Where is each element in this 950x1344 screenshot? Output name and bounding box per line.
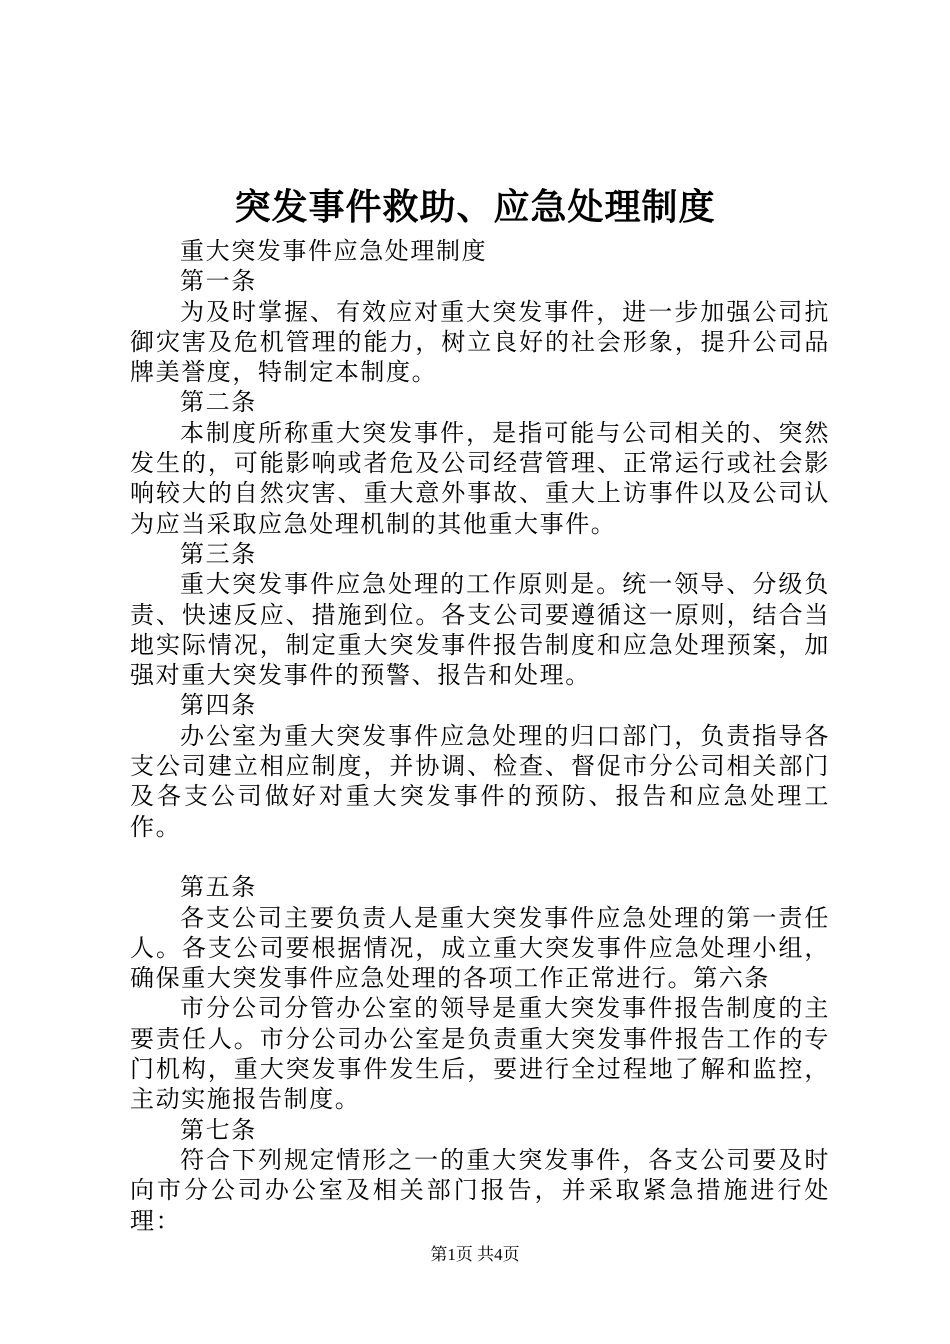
blank-line: [130, 842, 830, 872]
article-heading: 第三条: [180, 539, 257, 568]
paragraph: 办公室为重大突发事件应急处理的归口部门，负责指导各支公司建立相应制度，并协调、检查、督促市分公司相关部门及各支公司做好对重大突发事件的预防、报告和应急处理工作。: [130, 721, 830, 841]
paragraph: 市分公司分管办公室的领导是重大突发事件报告制度的主要责任人。市分公司办公室是负责重大突发事件报告工作的专门机构，重大突发事件发生后，要进行全过程地了解和监控，主动实施报告制度。: [130, 994, 830, 1114]
article-heading: 第七条: [180, 1115, 257, 1144]
paragraph: 为及时掌握、有效应对重大突发事件，进一步加强公司抗御灾害及危机管理的能力，树立良好的社会形象，提升公司品牌美誉度，特制定本制度。: [130, 297, 830, 387]
article-heading: 第二条: [180, 388, 257, 417]
paragraph: 各支公司主要负责人是重大突发事件应急处理的第一责任人。各支公司要根据情况，成立重大突发事件应急处理小组，确保重大突发事件应急处理的各项工作正常进行。第六条: [130, 903, 830, 993]
paragraph: 重大突发事件应急处理的工作原则是。统一领导、分级负责、快速反应、措施到位。各支公司要遵循这一原则，结合当地实际情况，制定重大突发事件报告制度和应急处理预案，加强对重大突发事件的预警、报告和处理。: [130, 570, 830, 690]
article-heading: 第四条: [180, 691, 257, 720]
article-heading: 第五条: [180, 873, 257, 902]
paragraph: 重大突发事件应急处理制度: [180, 237, 488, 265]
paragraph: 符合下列规定情形之一的重大突发事件，各支公司要及时向市分公司办公室及相关部门报告，并采取紧急措施进行处理：: [130, 1145, 830, 1235]
article-heading: 第一条: [180, 267, 257, 296]
document-body: [130, 236, 830, 1236]
document-title: 突发事件救助、应急处理制度: [234, 186, 716, 228]
paragraph: 本制度所称重大突发事件，是指可能与公司相关的、突然发生的，可能影响或者危及公司经营管理、正常运行或社会影响较大的自然灾害、重大意外事故、重大上访事件以及公司认为应当采取应急处理机制的其他重大事件。: [130, 418, 830, 538]
page-indicator: 第1页 共4页: [430, 1245, 520, 1264]
